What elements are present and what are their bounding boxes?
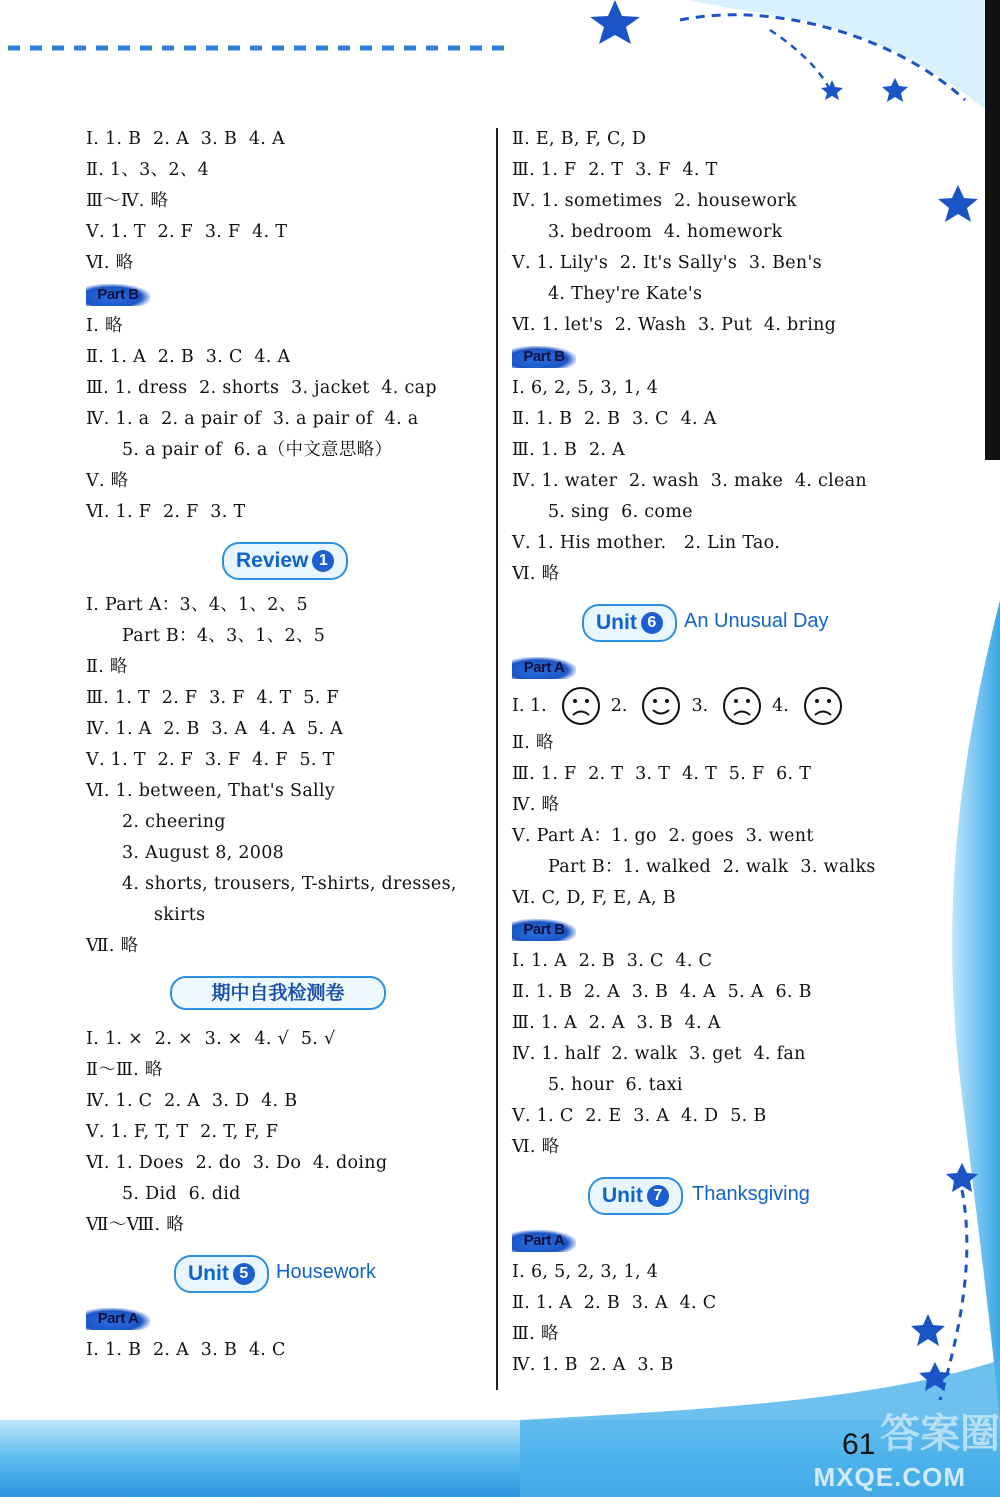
answer-line: 5. Did 6. did xyxy=(122,1184,241,1204)
answer-line: Ⅱ. E, B, F, C, D xyxy=(512,129,647,149)
face-number: 3. xyxy=(691,696,709,716)
face-number: 4. xyxy=(772,696,789,716)
review-pill xyxy=(222,542,348,580)
star-icon xyxy=(882,78,908,102)
answer-line: Ⅴ. 1. F, T, T 2. T, F, F xyxy=(86,1122,279,1142)
answer-line: Ⅴ. 1. Lily's 2. It's Sally's 3. Ben's xyxy=(512,253,822,273)
unit-number: 6 xyxy=(641,612,663,634)
answer-line: Ⅰ. 6, 5, 2, 3, 1, 4 xyxy=(512,1262,659,1282)
faces-prefix: Ⅰ. 1. xyxy=(512,696,547,716)
review-label: Review xyxy=(236,549,309,572)
answer-line: Ⅲ. 略 xyxy=(512,1324,559,1344)
right-edge-dark xyxy=(985,0,1000,460)
answer-line: Ⅶ. 略 xyxy=(86,936,139,956)
part-b-label xyxy=(512,914,902,946)
answer-line: Ⅳ. 1. A 2. B 3. A 4. A 5. A xyxy=(86,719,344,739)
answer-line: 4. shorts, trousers, T-shirts, dresses, xyxy=(122,874,457,894)
unit-5-heading xyxy=(86,1241,486,1303)
part-badge: Part A xyxy=(512,657,576,679)
answer-line: Ⅰ. 1. × 2. × 3. × 4. √ 5. √ xyxy=(86,1029,336,1049)
sad-face-icon xyxy=(561,686,601,726)
answer-line: 5. a pair of 6. a（中文意思略） xyxy=(122,440,393,460)
answer-line: 5. hour 6. taxi xyxy=(548,1075,683,1095)
part-b-label xyxy=(86,279,486,311)
answer-line: Ⅲ. 1. T 2. F 3. F 4. T 5. F xyxy=(86,688,339,708)
answer-line: Ⅲ. 1. B 2. A xyxy=(512,440,626,460)
answer-line: Ⅵ. 1. F 2. F 3. T xyxy=(86,502,246,522)
star-icon xyxy=(938,185,978,222)
unit-pill xyxy=(582,604,677,642)
unit-label: Unit xyxy=(602,1184,643,1207)
answer-line: Ⅵ. 1. let's 2. Wash 3. Put 4. bring xyxy=(512,315,837,335)
answer-line: Ⅵ. 1. Does 2. do 3. Do 4. doing xyxy=(86,1153,388,1173)
right-side-wave xyxy=(952,600,1000,1420)
page-number: 61 xyxy=(842,1428,876,1461)
unit-pill xyxy=(174,1255,269,1293)
midterm-pill: 期中自我检测卷 xyxy=(170,976,386,1010)
unit-title: Thanksgiving xyxy=(692,1183,810,1205)
answer-line: Ⅳ. 1. half 2. walk 3. get 4. fan xyxy=(512,1044,806,1064)
unit-6-heading xyxy=(512,590,902,652)
part-badge: Part B xyxy=(86,284,150,306)
answer-line: Ⅲ. 1. F 2. T 3. F 4. T xyxy=(512,160,718,180)
answer-line: Ⅵ. 1. between, That's Sally xyxy=(86,781,336,801)
answer-line: 5. sing 6. come xyxy=(548,502,693,522)
part-a-label xyxy=(86,1303,486,1335)
answer-line: Ⅱ. 1. B 2. A 3. B 4. A 5. A 6. B xyxy=(512,982,812,1002)
part-b-label xyxy=(512,341,902,373)
answer-line: Ⅰ. 略 xyxy=(86,316,123,336)
happy-face-icon xyxy=(641,686,681,726)
answer-line: 3. August 8, 2008 xyxy=(122,843,285,863)
answer-line: Ⅲ. 1. F 2. T 3. T 4. T 5. F 6. T xyxy=(512,764,812,784)
part-a-label xyxy=(512,1225,902,1257)
answer-line: Ⅴ. 略 xyxy=(86,471,129,491)
answer-line: Ⅱ～Ⅲ. 略 xyxy=(86,1060,163,1080)
answer-line: Ⅰ. 6, 2, 5, 3, 1, 4 xyxy=(512,378,659,398)
answer-line: Ⅶ～Ⅷ. 略 xyxy=(86,1215,185,1235)
sad-face-icon xyxy=(722,686,762,726)
answer-line: Part B：4、3、1、2、5 xyxy=(122,626,326,646)
unit-number: 5 xyxy=(233,1263,255,1285)
column-divider xyxy=(496,128,498,1390)
answer-line: Ⅴ. 1. T 2. F 3. F 4. F 5. T xyxy=(86,750,335,770)
answer-line: Ⅴ. 1. His mother. 2. Lin Tao. xyxy=(512,533,781,553)
left-column xyxy=(86,124,486,1366)
face-number: 2. xyxy=(610,696,628,716)
sad-face-icon xyxy=(803,686,843,726)
part-badge: Part B xyxy=(512,346,576,368)
answer-line: Ⅱ. 1. A 2. B 3. C 4. A xyxy=(86,347,291,367)
right-column xyxy=(512,124,902,1381)
side-dash-curve xyxy=(940,1190,967,1400)
answer-line: skirts xyxy=(154,905,206,925)
answer-line: Ⅵ. 略 xyxy=(512,564,560,584)
answer-line: Ⅳ. 1. B 2. A 3. B xyxy=(512,1355,674,1375)
answer-line: Ⅴ. 1. C 2. E 3. A 4. D 5. B xyxy=(512,1106,767,1126)
unit-pill xyxy=(588,1177,683,1215)
star-icon xyxy=(590,0,640,44)
answer-line: Ⅰ. 1. A 2. B 3. C 4. C xyxy=(512,951,713,971)
answer-line: Ⅰ. 1. B 2. A 3. B 4. A xyxy=(86,129,285,149)
watermark-site: MXQE.COM xyxy=(813,1462,966,1492)
answer-line: 4. They're Kate's xyxy=(548,284,703,304)
answer-line: Ⅳ. 略 xyxy=(512,795,560,815)
unit-title: Housework xyxy=(276,1261,377,1283)
unit-7-heading xyxy=(512,1163,902,1225)
answer-line: Part B：1. walked 2. walk 3. walks xyxy=(548,857,876,877)
answer-line: Ⅳ. 1. C 2. A 3. D 4. B xyxy=(86,1091,298,1111)
corner-swoosh xyxy=(690,0,1000,120)
answer-line: Ⅱ. 略 xyxy=(86,657,128,677)
corner-dash-curve-2 xyxy=(770,30,830,90)
part-badge: Part B xyxy=(512,919,576,941)
unit-title: An Unusual Day xyxy=(684,610,829,632)
unit-number: 7 xyxy=(647,1185,669,1207)
answer-line: Ⅳ. 1. sometimes 2. housework xyxy=(512,191,797,211)
answer-line: Ⅳ. 1. water 2. wash 3. make 4. clean xyxy=(512,471,868,491)
answer-line: Ⅱ. 1、3、2、4 xyxy=(86,160,210,180)
answer-line: Ⅰ. 1. B 2. A 3. B 4. C xyxy=(86,1340,286,1360)
faces-answer-line xyxy=(512,684,902,728)
answer-line: Ⅲ. 1. A 2. A 3. B 4. A xyxy=(512,1013,721,1033)
answer-line: Ⅱ. 1. A 2. B 3. A 4. C xyxy=(512,1293,717,1313)
answer-line: Ⅳ. 1. a 2. a pair of 3. a pair of 4. a xyxy=(86,409,419,429)
answer-line: Ⅰ. Part A：3、4、1、2、5 xyxy=(86,595,308,615)
answer-line: Ⅴ. 1. T 2. F 3. F 4. T xyxy=(86,222,288,242)
unit-label: Unit xyxy=(596,611,637,634)
unit-label: Unit xyxy=(188,1262,229,1285)
answer-line: Ⅱ. 略 xyxy=(512,733,554,753)
part-badge: Part A xyxy=(512,1230,576,1252)
answer-line: Ⅵ. 略 xyxy=(512,1137,560,1157)
star-icon xyxy=(821,80,843,100)
answer-line: 2. cheering xyxy=(122,812,226,832)
answer-line: Ⅵ. 略 xyxy=(86,253,134,273)
review-1-heading xyxy=(86,528,486,590)
watermark-glyphs: 答案圈 xyxy=(880,1411,1000,1457)
answer-line: Ⅴ. Part A：1. go 2. goes 3. went xyxy=(512,826,814,846)
midterm-heading xyxy=(86,962,486,1024)
part-badge: Part A xyxy=(86,1308,150,1330)
answer-line: Ⅲ. 1. dress 2. shorts 3. jacket 4. cap xyxy=(86,378,437,398)
review-number: 1 xyxy=(312,550,334,572)
answer-line: 3. bedroom 4. homework xyxy=(548,222,783,242)
star-icon xyxy=(911,1314,945,1346)
answer-line: Ⅲ～Ⅳ. 略 xyxy=(86,191,169,211)
answer-line: Ⅵ. C, D, F, E, A, B xyxy=(512,888,676,908)
answer-line: Ⅱ. 1. B 2. B 3. C 4. A xyxy=(512,409,717,429)
part-a-label xyxy=(512,652,902,684)
